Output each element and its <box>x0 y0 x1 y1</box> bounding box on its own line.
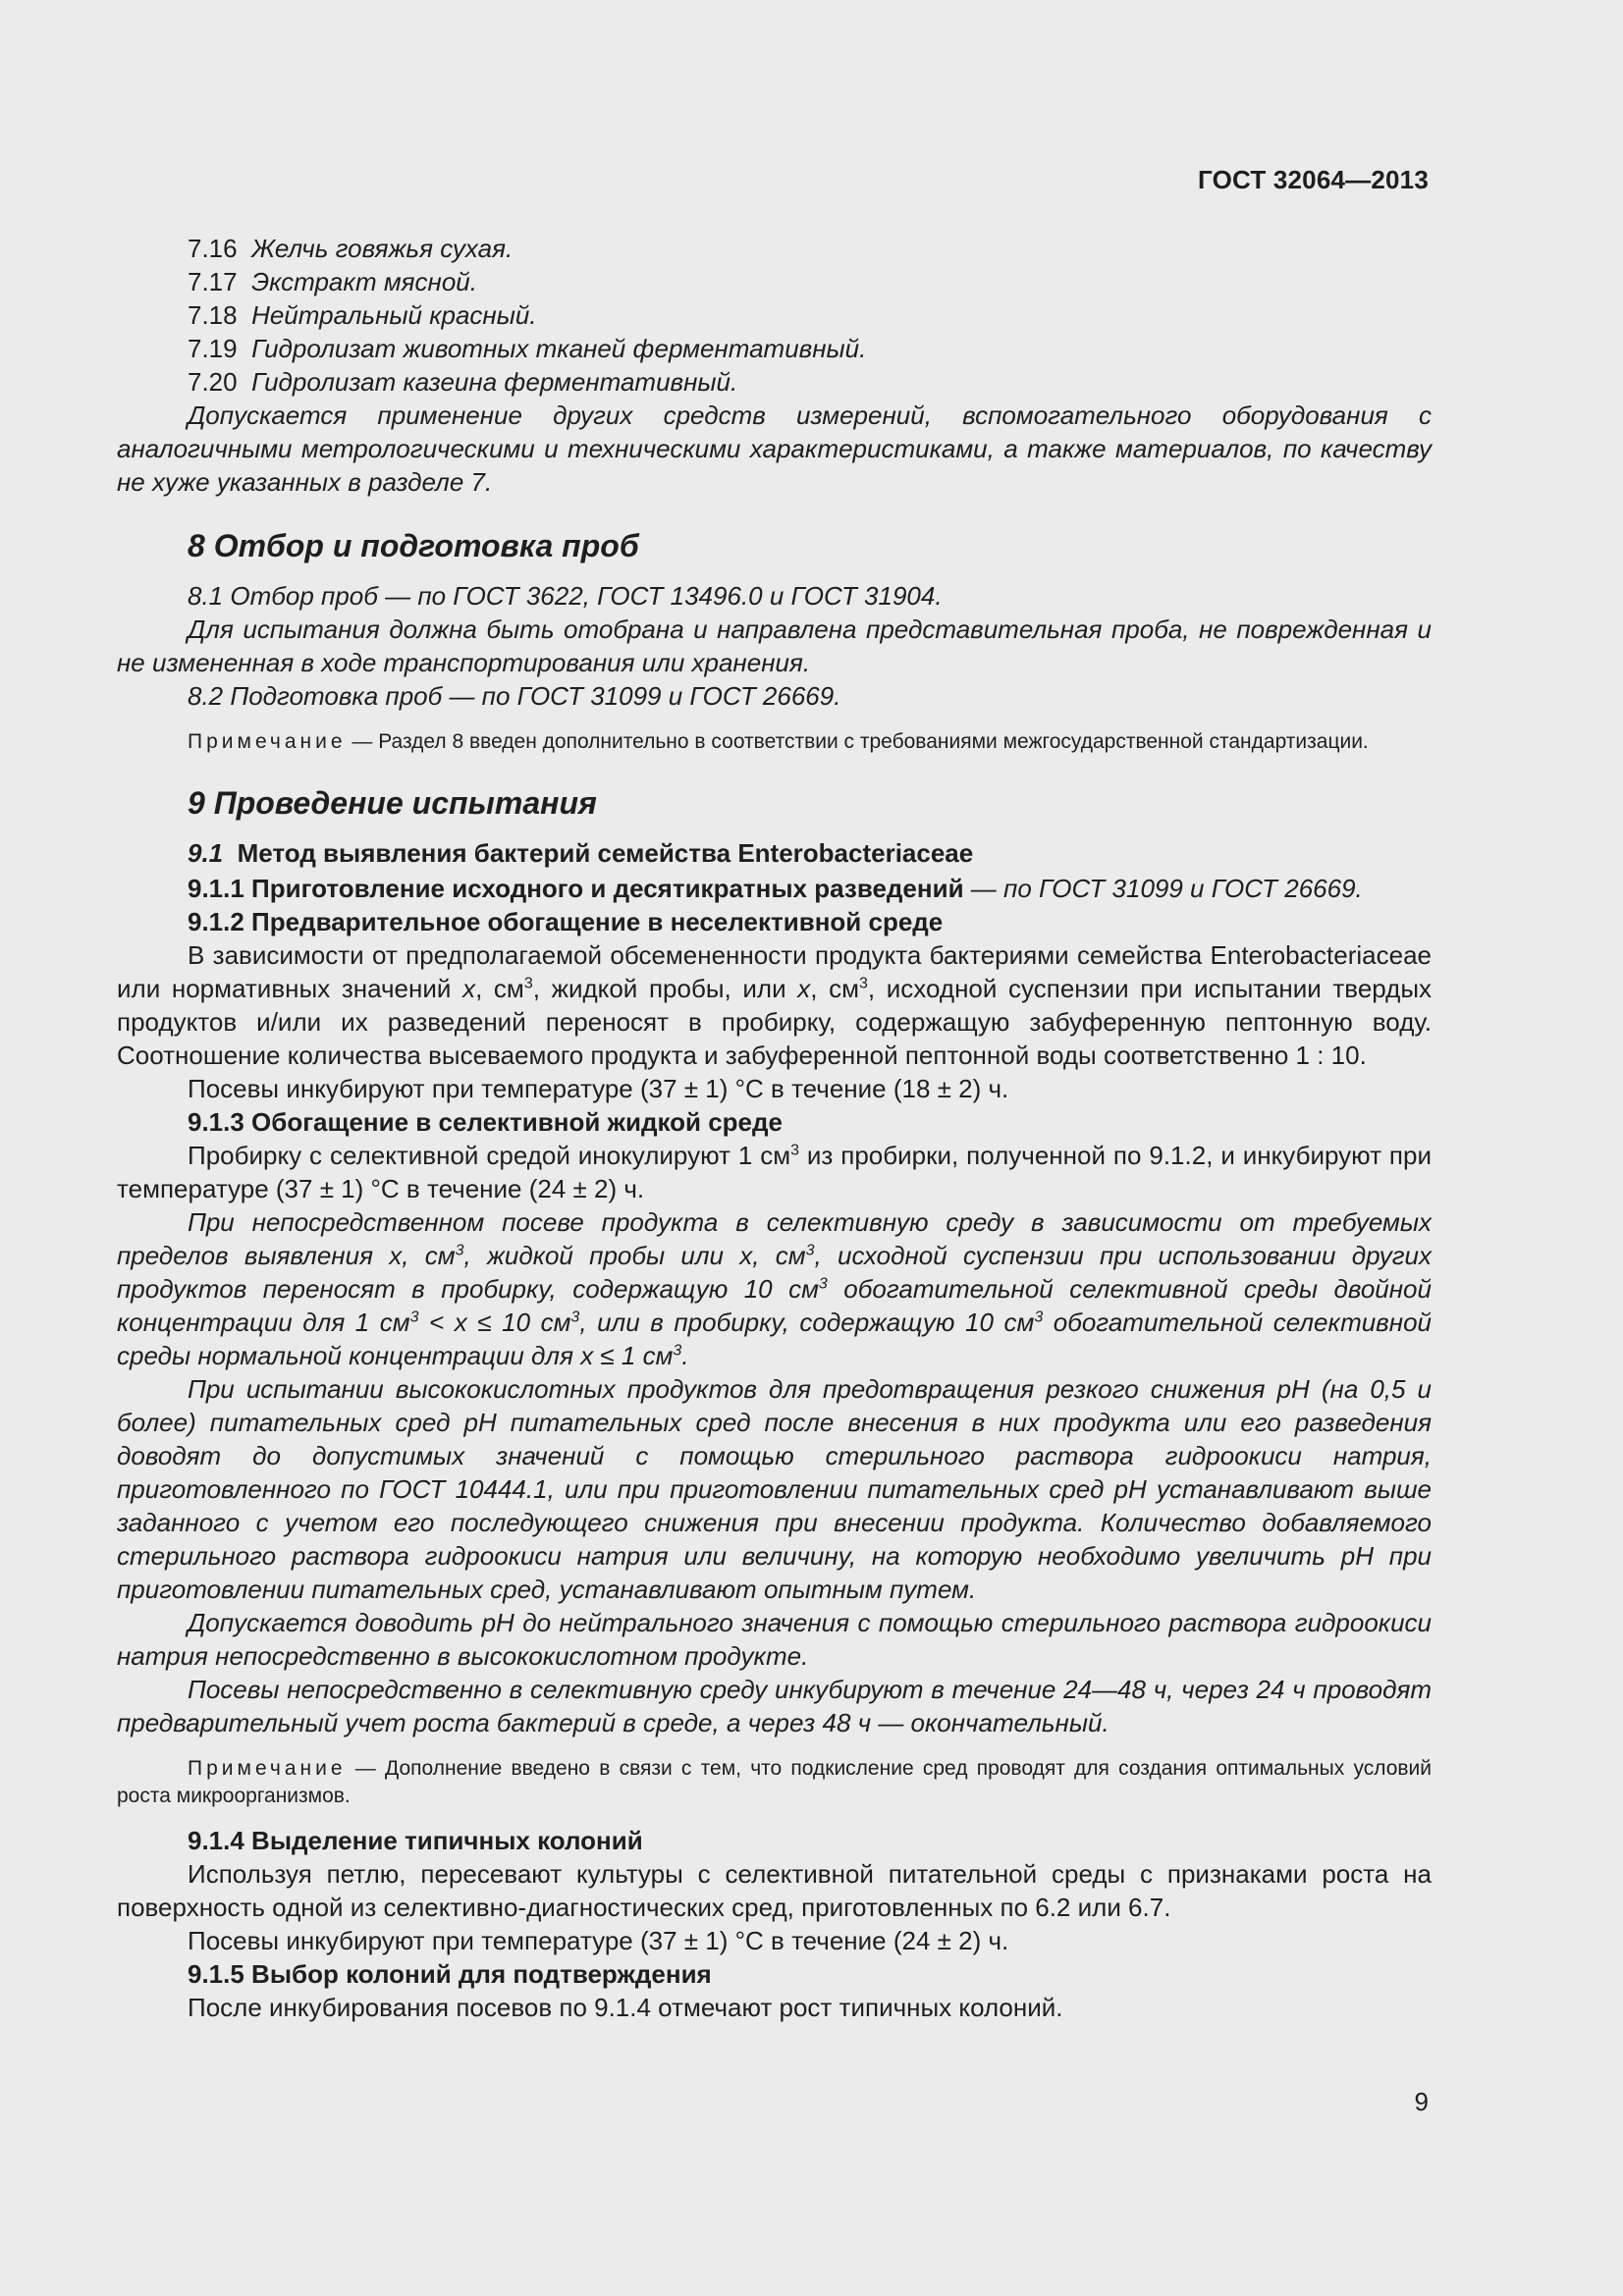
subsection-9-1-1: 9.1.1 Приготовление исходного и десятикратных разведений — по ГОСТ 31099 и ГОСТ 26669. <box>188 874 1363 903</box>
list-item-7-16: 7.16 Желчь говяжья сухая. <box>188 234 514 263</box>
paragraph-9-1-3-c: При испытании высококислотных продуктов для предотвращения резкого снижения рН (на 0,5 и более) питательных сред рН питательных сред после внесения в них продукта или его разведения доводят до допустимых значений с помощью стерильного раствора гидроокиси натрия, приготовленного по ГОСТ 10444.1, или при приготовлении питательных сред рН устанавливают выше заданного с учетом его последующего снижения при внесении продукта. Количество добавляемого стерильного раствора гидроокиси натрия или величину, на которую необходимо увеличить рН при приготовлении питательных сред, устанавливают опытным путем. <box>117 1374 1432 1604</box>
paragraph-9-1-3-a: Пробирку с селективной средой инокулируют 1 $см^3$ из пробирки, полученной по 9.1.2, и инкубируют при температуре (37 ± 1) °С в течение (24 ± 2) ч. <box>117 1141 1432 1203</box>
paragraph-9-1-3-e: Посевы непосредственно в селективную среду инкубируют в течение 24—48 ч, через 24 ч проводят предварительный учет роста бактерий в среде, а через 48 ч — окончательный. <box>117 1675 1432 1737</box>
paragraph-9-1-5-a: После инкубирования посевов по 9.1.4 отмечают рост типичных колоний. <box>188 1993 1063 2022</box>
list-item-7-18: 7.18 Нейтральный красный. <box>188 300 537 330</box>
section-8-1: 8.1 Отбор проб — по ГОСТ 3622, ГОСТ 13496.0 и ГОСТ 31904. <box>188 581 943 611</box>
subsection-9-1-2: 9.1.2 Предварительное обогащение в неселективной среде <box>188 907 944 936</box>
paragraph-9-1-4-b: Посевы инкубируют при температуре (37 ± 1) °С в течение (24 ± 2) ч. <box>188 1926 1009 1955</box>
page-number: 9 <box>1414 2087 1429 2116</box>
list-item-7-19: 7.19 Гидролизат животных тканей ферментативный. <box>188 334 867 363</box>
paragraph-9-1-3-b: При непосредственном посеве продукта в селективную среду в зависимости от требуемых пределов выявления x, $см^3$, жидкой пробы или x, $см^3$, исходной суспензии при использовании других продуктов переносят в пробирку, содержащую 10 $см^3$ обогатительной селективной среды двойной концентрации для 1 $см^3 < x \le 10$ $см^3$, или в пробирку, содержащую 10 $см^3$ обогатительной селективной среды нормальной концентрации для x ≤ 1 $см^3$. <box>117 1207 1432 1370</box>
note-section-8: Примечание — Раздел 8 введен дополнительно в соответствии с требованиями межгосударственной стандартизации. <box>188 730 1369 753</box>
document-body <box>117 232 1432 2024</box>
section-8-1-text: Для испытания должна быть отобрана и направлена представительная проба, не поврежденная и не измененная в ходе транспортирования или хранения. <box>117 614 1432 677</box>
note-section-9: Примечание — Дополнение введено в связи с тем, что подкисление сред проводят для создания оптимальных условий роста микроорганизмов. <box>117 1757 1432 1807</box>
section-9-title: 9 Проведение испытания <box>188 785 597 821</box>
subsection-9-1-5: 9.1.5 Выбор колоний для подтверждения <box>188 1959 712 1989</box>
paragraph-9-1-2-a: В зависимости от предполагаемой обсемененности продукта бактериями семейства Enterobacteriaceae или нормативных значений x, $см^3$, жидкой пробы, или x, $см^3$, исходной суспензии при испытании твердых продуктов и/или их разведений переносят в пробирку, содержащую забуференную пептонную воду. Соотношение количества высеваемого продукта и забуференной пептонной воды соответственно 1 : 10. <box>117 940 1433 1070</box>
subsection-9-1-4: 9.1.4 Выделение типичных колоний <box>188 1826 643 1855</box>
paragraph-9-1-4-a: Используя петлю, пересевают культуры с селективной питательной среды с признаками роста на поверхность одной из селективно-диагностических сред, приготовленных по 6.2 или 6.7. <box>117 1859 1432 1922</box>
document-header: ГОСТ 32064—2013 <box>1198 165 1429 194</box>
paragraph-9-1-2-b: Посевы инкубируют при температуре (37 ± 1) °С в течение (18 ± 2) ч. <box>188 1074 1009 1103</box>
subsection-9-1: 9.1 Метод выявления бактерий семейства Enterobacteriaceae <box>188 838 974 868</box>
section-8-2: 8.2 Подготовка проб — по ГОСТ 31099 и ГОСТ 26669. <box>188 681 841 711</box>
list-item-7-20: 7.20 Гидролизат казеина ферментативный. <box>188 367 738 397</box>
allowed-paragraph: Допускается применение других средств измерений, вспомогательного оборудования с аналогичными метрологическими и техническими характеристиками, а также материалов, по качеству не хуже указанных в разделе 7. <box>117 400 1432 497</box>
paragraph-9-1-3-d: Допускается доводить рН до нейтрального значения с помощью стерильного раствора гидроокиси натрия непосредственно в высококислотном продукте. <box>117 1608 1432 1671</box>
list-item-7-17: 7.17 Экстракт мясной. <box>188 267 477 296</box>
section-8-title: 8 Отбор и подготовка проб <box>188 528 639 563</box>
subsection-9-1-3: 9.1.3 Обогащение в селективной жидкой среде <box>188 1107 783 1137</box>
